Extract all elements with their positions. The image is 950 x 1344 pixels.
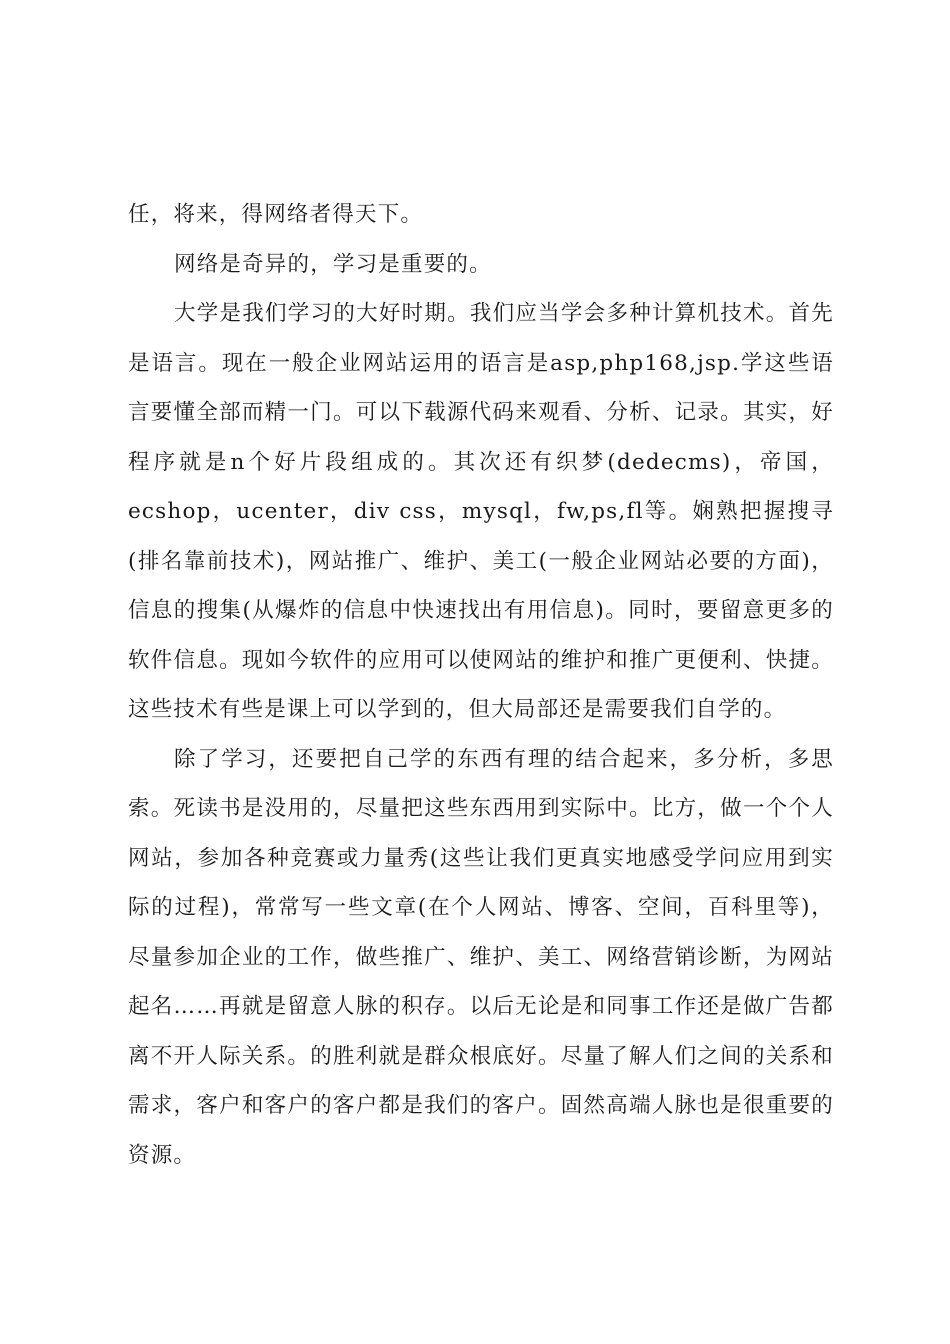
paragraph-continuation: 任，将来，得网络者得天下。	[128, 202, 424, 227]
paragraph-network-importance: 网络是奇异的，学习是重要的。	[174, 251, 492, 277]
document-body	[128, 190, 834, 1180]
paragraph-practice-and-networking: 除了学习，还要把自己学的东西有理的结合起来，多分析，多思索。死读书是没用的，尽量把这些东西用到实际中。比方，做一个个人网站，参加各种竞赛或力量秀(这些让我们更真实地感受学问应用到实际的过程)，常常写一些文章(在个人网站、博客、空间，百科里等)，尽量参加企业的工作，做些推广、维护、美工、网络营销诊断，为网站起名……再就是留意人脉的积存。以后无论是和同事工作还是做广告都离不开人际关系。的胜利就是群众根底好。尽量了解人们之间的关系和需求，客户和客户的客户都是我们的客户。固然高端人脉也是很重要的资源。	[128, 746, 834, 1168]
paragraph-university-skills: 大学是我们学习的大好时期。我们应当学会多种计算机技术。首先是语言。现在一般企业网站运用的语言是asp,php168,jsp.学这些语言要懂全部而精一门。可以下载源代码来观看、分析、记录。其实，好程序就是n个好片段组成的。其次还有织梦(dedecms)，帝国，ecshop，ucenter，div css，mysql，fw,ps,fl等。娴熟把握搜寻(排名靠前技术)，网站推广、维护、美工(一般企业网站必要的方面)，信息的搜集(从爆炸的信息中快速找出有用信息)。同时，要留意更多的软件信息。现如今软件的应用可以使网站的维护和推广更便利、快捷。这些技术有些是课上可以学到的，但大局部还是需要我们自学的。	[128, 301, 834, 722]
